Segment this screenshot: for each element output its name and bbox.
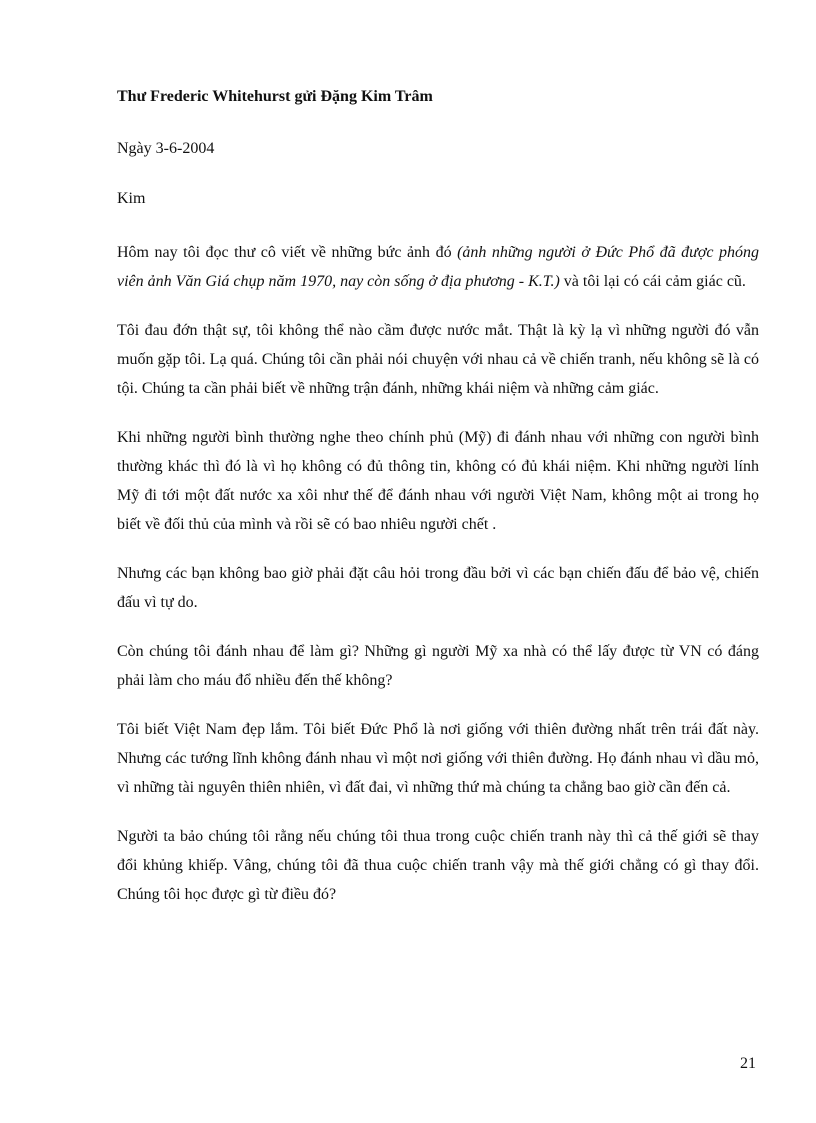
paragraph-2: Tôi đau đớn thật sự, tôi không thể nào cầm được nước mắt. Thật là kỳ lạ vì những người đó vẫn muốn gặp tôi. Lạ quá. Chúng tôi cần phải nói chuyện với nhau cả về chiến tranh, nếu không sẽ là có tội. Chúng ta cần phải biết về những trận đánh, những khái niệm và những cảm giác. [117, 322, 759, 397]
letter-salutation: Kim [117, 190, 146, 207]
letter-title: Thư Frederic Whitehurst gửi Đặng Kim Trâm [117, 88, 433, 105]
paragraph-5: Còn chúng tôi đánh nhau để làm gì? Những gì người Mỹ xa nhà có thể lấy được từ VN có đáng phải làm cho máu đổ nhiều đến thế không? [117, 643, 759, 689]
page-number: 21 [740, 1055, 756, 1072]
paragraph-7: Người ta bảo chúng tôi rằng nếu chúng tôi thua trong cuộc chiến tranh này thì cả thế giới sẽ thay đổi khủng khiếp. Vâng, chúng tôi đã thua cuộc chiến tranh vậy mà thế giới chẳng có gì thay đổi. Chúng tôi học được gì từ điều đó? [117, 828, 759, 903]
paragraph-6: Tôi biết Việt Nam đẹp lắm. Tôi biết Đức Phổ là nơi giống với thiên đường nhất trên trái đất này. Nhưng các tướng lĩnh không đánh nhau vì một nơi giống với thiên đường. Họ đánh nhau vì dầu mỏ, vì những tài nguyên thiên nhiên, vì đất đai, vì những thứ mà chúng ta chẳng bao giờ cần đến cả. [117, 721, 759, 796]
letter-body [117, 86, 759, 929]
paragraph-1-text-start: Hôm nay tôi đọc thư cô viết về những bức ảnh đó [117, 244, 458, 261]
paragraph-1-italic-note: (ảnh những người ở Đức Phổ đã được phóng viên ảnh Văn Giá chụp năm 1970, nay còn sống ở địa phương - K.T.) [117, 244, 760, 290]
paragraph-1 [117, 238, 759, 296]
letter-date: Ngày 3-6-2004 [117, 140, 215, 157]
paragraph-3: Khi những người bình thường nghe theo chính phủ (Mỹ) đi đánh nhau với những con người bình thường khác thì đó là vì họ không có đủ thông tin, không có đủ khái niệm. Khi những người lính Mỹ đi tới một đất nước xa xôi như thế để đánh nhau với người Việt Nam, không một ai trong họ biết về đối thủ của mình và rồi sẽ có bao nhiêu người chết . [117, 429, 759, 533]
paragraph-4: Nhưng các bạn không bao giờ phải đặt câu hỏi trong đầu bởi vì các bạn chiến đấu để bảo vệ, chiến đấu vì tự do. [117, 565, 759, 611]
paragraph-1-text-end: và tôi lại có cái cảm giác cũ. [559, 273, 746, 290]
